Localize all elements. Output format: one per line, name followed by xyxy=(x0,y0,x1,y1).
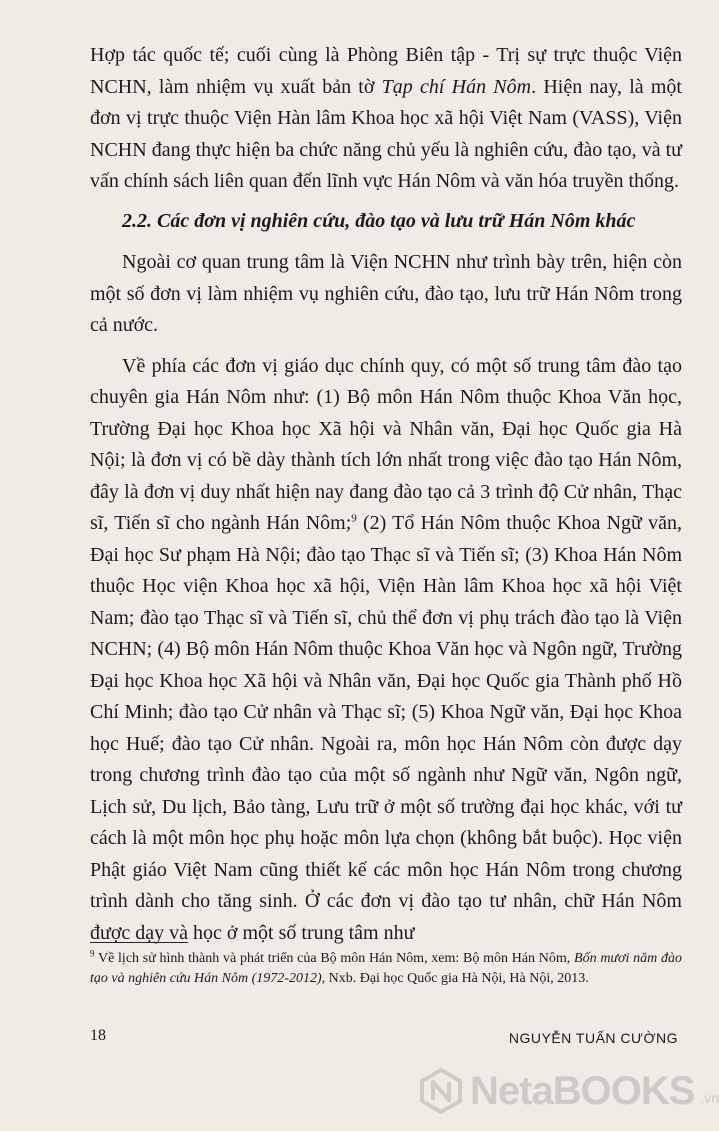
journal-title: Tạp chí Hán Nôm xyxy=(381,75,532,98)
footnote-text-b: , Nxb. Đại học Quốc gia Hà Nội, Hà Nội, 2013. xyxy=(321,971,589,986)
watermark xyxy=(418,1068,719,1114)
footnote-mark: 9 xyxy=(90,948,95,959)
footnote-text-a: Về lịch sử hình thành và phát triển của Bộ môn Hán Nôm, xem: Bộ môn Hán Nôm, xyxy=(94,951,575,966)
paragraph-1 xyxy=(90,40,682,198)
footnote xyxy=(90,949,682,989)
paragraph-2: Ngoài cơ quan trung tâm là Viện NCHN như trình bày trên, hiện còn một số đơn vị làm nhiệm vụ nghiên cứu, đào tạo, lưu trữ Hán Nôm trong cả nước. xyxy=(90,251,682,336)
section-heading: 2.2. Các đơn vị nghiên cứu, đào tạo và lưu trữ Hán Nôm khác xyxy=(122,209,636,232)
paragraph-3-text-b: (2) Tổ Hán Nôm thuộc Khoa Ngữ văn, Đại học Sư phạm Hà Nội; đào tạo Thạc sĩ và Tiến sĩ; (3) Khoa Hán Nôm thuộc Học viện Khoa học xã hội, Viện Hàn lâm Khoa học xã hội Việt Nam; đào tạo Thạc sĩ và Tiến sĩ, chủ thể đơn vị phụ trách đào tạo là Viện NCHN; (4) Bộ môn Hán Nôm thuộc Khoa Văn học và Ngôn ngữ, Trường Đại học Khoa học Xã hội và Nhân văn, Đại học Quốc gia Thành phố Hồ Chí Minh; đào tạo Cử nhân và Thạc sĩ; (5) Khoa Ngữ văn, Đại học Khoa học Huế; đào tạo Cử nhân. Ngoài ra, môn học Hán Nôm còn được dạy trong chương trình đào tạo của một số ngành như Ngữ văn, Ngôn ngữ, Lịch sử, Du lịch, Bảo tàng, Lưu trữ ở một số trường đại học khác, với tư cách là một môn học phụ hoặc môn lựa chọn (không bắt buộc). Học viện Phật giáo Việt Nam cũng thiết kế các môn học Hán Nôm trong chương trình dành cho tăng sinh. Ở các đơn vị đào tạo tư nhân, chữ Hán Nôm được dạy và học ở một số trung tâm như xyxy=(90,512,682,944)
paragraph-1-text-a: Hợp tác quốc tế; cuối cùng là Phòng Biên tập - Trị sự trực thuộc Viện NCHN, làm nhiệm vụ xuất bản tờ xyxy=(90,44,682,98)
footnote-reference[interactable]: 9 xyxy=(351,512,357,525)
running-head-author: NGUYỄN TUẤN CƯỜNG xyxy=(508,1030,678,1046)
watermark-suffix: .vn xyxy=(700,1090,719,1106)
watermark-text: NetaBOOKS xyxy=(470,1068,695,1113)
footnote-divider xyxy=(90,942,188,943)
body-text xyxy=(90,40,682,949)
footnote-book-title: Bốn mươi năm đào tạo và nghiên cứu Hán Nôm (1972-2012) xyxy=(90,951,682,986)
paragraph-3-text-a: Về phía các đơn vị giáo dục chính quy, có một số trung tâm đào tạo chuyên gia Hán Nôm như: (1) Bộ môn Hán Nôm thuộc Khoa Văn học, Trường Đại học Khoa học Xã hội và Nhân văn, Đại học Quốc gia Hà Nội; là đơn vị có bề dày thành tích lớn nhất trong việc đào tạo Hán Nôm, đây là đơn vị duy nhất hiện nay đang đào tạo cả 3 trình độ Cử nhân, Thạc sĩ, Tiến sĩ cho ngành Hán Nôm; xyxy=(90,354,682,534)
paragraph-3 xyxy=(90,351,682,950)
paragraph-1-text-b: . Hiện nay, là một đơn vị trực thuộc Viện Hàn lâm Khoa học xã hội Việt Nam (VASS), Viện NCHN đang thực hiện ba chức năng chủ yếu là nghiên cứu, đào tạo, và tư vấn chính sách liên quan đến lĩnh vực Hán Nôm và văn hóa truyền thống. xyxy=(90,75,682,192)
page-number: 18 xyxy=(90,1027,106,1044)
netabooks-logo-icon xyxy=(418,1068,464,1114)
